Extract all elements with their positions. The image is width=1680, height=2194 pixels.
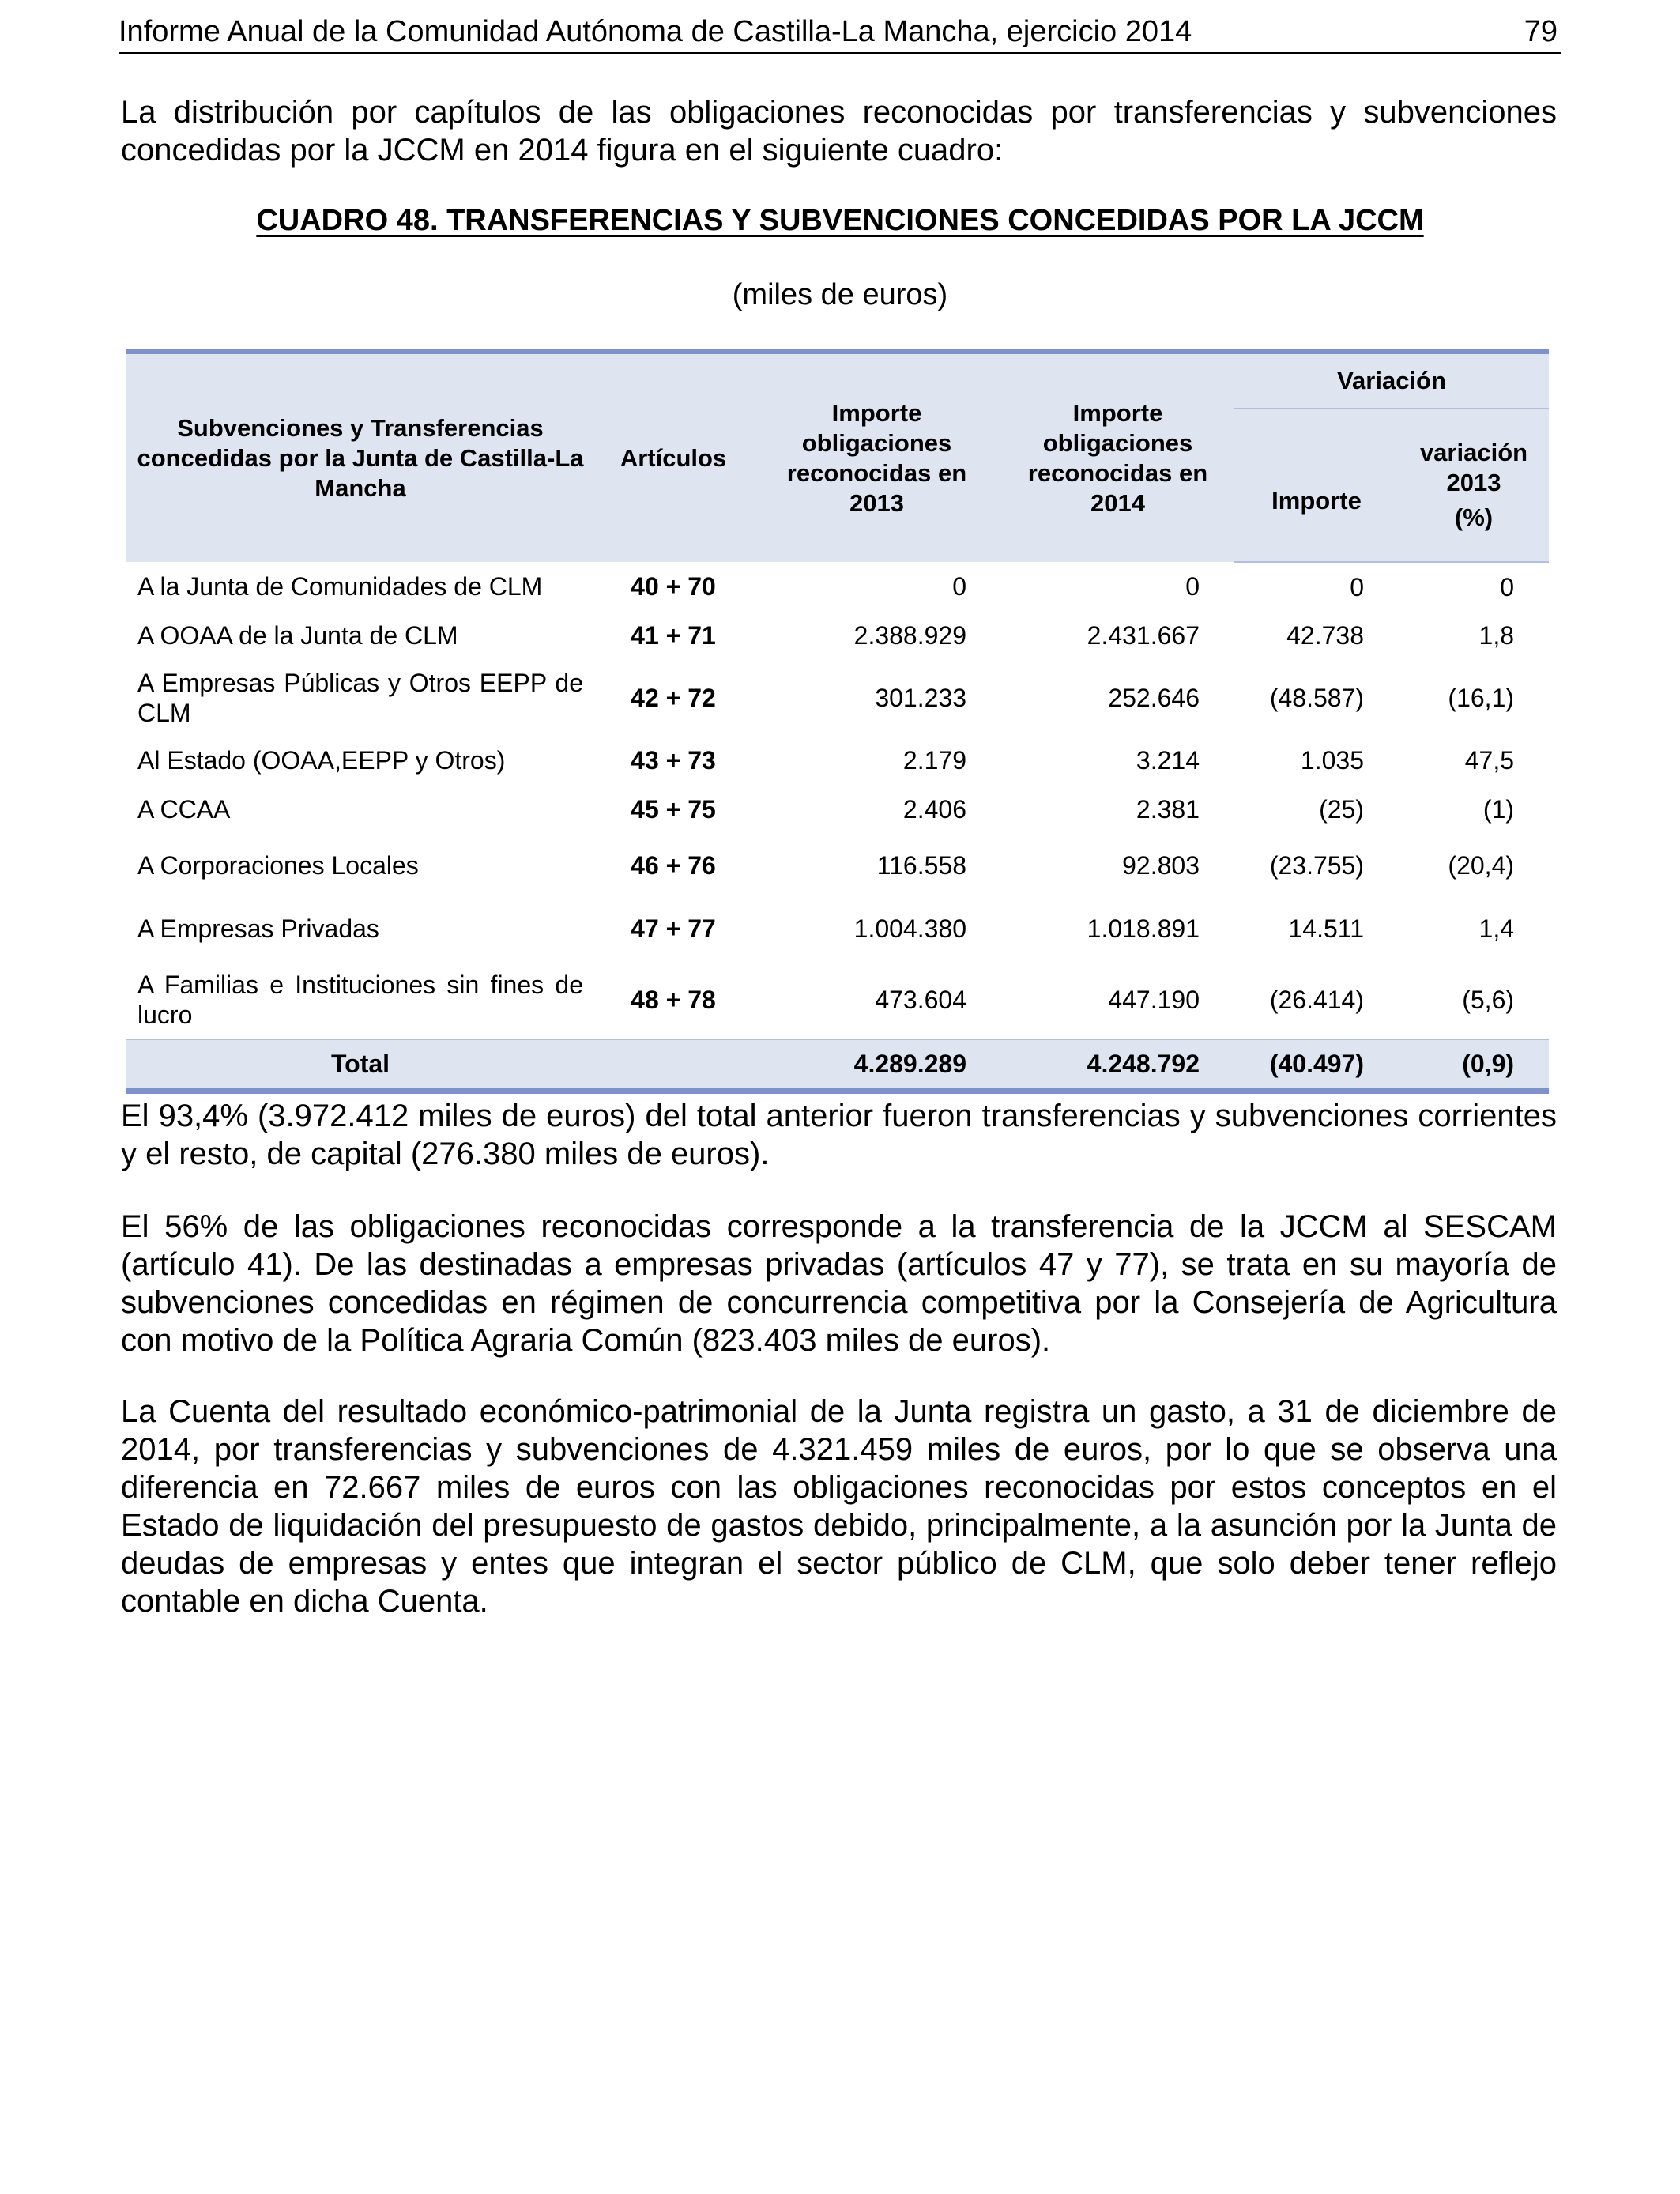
- page-number: 79: [1524, 15, 1558, 48]
- table-row: A OOAA de la Junta de CLM 41 + 71 2.388.929 2.431.667 42.738 1,8: [137, 621, 1515, 650]
- header-variation-amount: Importe: [1234, 409, 1399, 562]
- table-row: A Empresas Privadas 47 + 77 1.004.380 1.018.891 14.511 1,4: [137, 914, 1515, 943]
- paragraph-cuenta-resultado: La Cuenta del resultado económico-patrimonial de la Junta registra un gasto, a 31 de diciembre de 2014, por transferencias y subvenciones de 4.321.459 miles de euros, por lo que se observa una diferencia en 72.667 miles de euros con las obligaciones reconocidas por estos conceptos en el Estado de liquidación del presupuesto de gastos debido, principalmente, a la asunción por la Junta de deudas de empresas y entes que integran el sector público de CLM, que solo deber tener reflejo contable en dicha Cuenta.: [121, 1394, 1557, 1619]
- paragraph-sescam: El 56% de las obligaciones reconocidas corresponde a la transferencia de la JCCM al SESCAM (artículo 41). De las destinadas a empresas privadas (artículos 47 y 77), se trata en su mayoría de subvenciones concedidas en régimen de concurrencia competitiva por la Consejería de Agricultura con motivo de la Política Agraria Común (823.403 miles de euros).: [121, 1209, 1557, 1358]
- table-title: CUADRO 48. TRANSFERENCIAS Y SUBVENCIONES CONCEDIDAS POR LA JCCM: [256, 204, 1424, 237]
- header-variation: Variación: [1234, 352, 1549, 409]
- table-units: (miles de euros): [732, 278, 948, 311]
- table-row: A Familias e Instituciones sin fines de lucro 48 + 78 473.604 447.190 (26.414) (5,6): [137, 970, 1515, 1029]
- transfers-table: [126, 349, 1549, 1094]
- paragraph-current-capital: El 93,4% (3.972.412 miles de euros) del total anterior fueron transferencias y subvenciones corrientes y el resto, de capital (276.380 miles de euros).: [121, 1099, 1557, 1171]
- page-header: [119, 11, 1561, 54]
- header-articles: Artículos: [594, 352, 752, 562]
- header-concept: Subvenciones y Transferencias concedidas por la Junta de Castilla-La Mancha: [126, 352, 594, 562]
- table-row: A CCAA 45 + 75 2.406 2.381 (25) (1): [137, 795, 1515, 824]
- header-variation-pct: variación 2013 (%): [1399, 409, 1549, 562]
- table-row: A Empresas Públicas y Otros EEPP de CLM 42 + 72 301.233 252.646 (48.587) (16,1): [137, 669, 1515, 727]
- header-amount-2013: Importe obligaciones reconocidas en 2013: [752, 352, 1001, 562]
- table-row: Al Estado (OOAA,EEPP y Otros) 43 + 73 2.179 3.214 1.035 47,5: [137, 746, 1515, 775]
- table-total-row: Total 4.289.289 4.248.792 (40.497) (0,9): [126, 1039, 1549, 1091]
- intro-paragraph: La distribución por capítulos de las obligaciones reconocidas por transferencias y subvenciones concedidas por la JCCM en 2014 figura en el siguiente cuadro:: [121, 95, 1557, 168]
- header-amount-2014: Importe obligaciones reconocidas en 2014: [1001, 352, 1234, 562]
- table-row: A la Junta de Comunidades de CLM 40 + 70 0 0 0 0: [137, 572, 1515, 601]
- table-row: A Corporaciones Locales 46 + 76 116.558 92.803 (23.755) (20,4): [137, 851, 1515, 880]
- header-title: Informe Anual de la Comunidad Autónoma de Castilla-La Mancha, ejercicio 2014: [119, 15, 1192, 48]
